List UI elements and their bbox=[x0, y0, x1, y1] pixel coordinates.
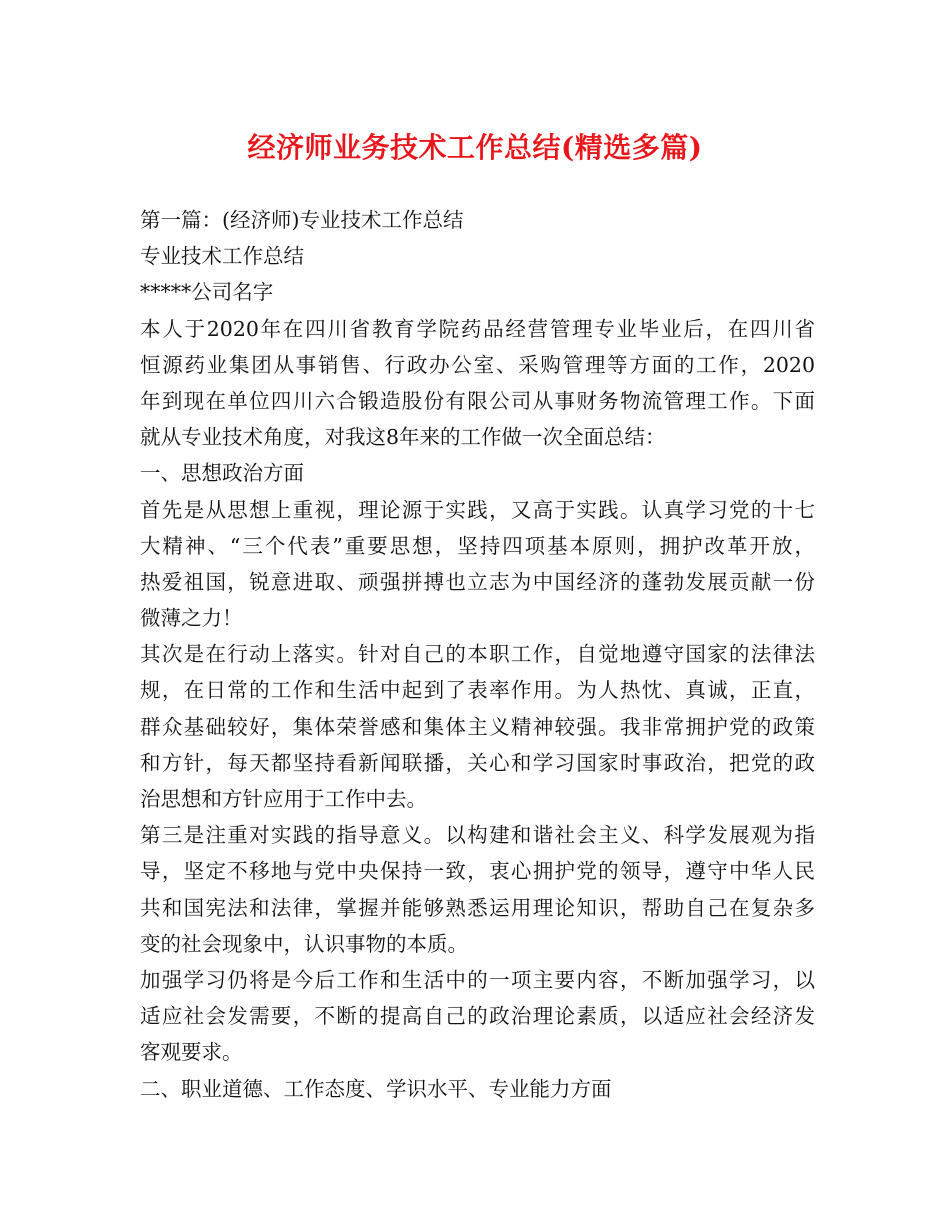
body-line: 首先是从思想上重视，理论源于实践，又高于实践。认真学习党的十七 bbox=[140, 497, 815, 522]
body-line: 就从专业技术角度，对我这8年来的工作做一次全面总结： bbox=[140, 425, 666, 450]
body-line: 年到现在单位四川六合锻造股份有限公司从事财务物流管理工作。下面 bbox=[140, 388, 815, 413]
document-title: 经济师业务技术工作总结(精选多篇) bbox=[247, 131, 703, 164]
body-line: 加强学习仍将是今后工作和生活中的一项主要内容，不断加强学习，以 bbox=[140, 967, 815, 992]
body-line: 共和国宪法和法律，掌握并能够熟悉运用理论知识，帮助自己在复杂多 bbox=[140, 895, 815, 920]
body-line: 专业技术工作总结 bbox=[140, 244, 304, 269]
body-line: 一、思想政治方面 bbox=[140, 461, 304, 486]
body-line: 本人于2020年在四川省教育学院药品经营管理专业毕业后，在四川省 bbox=[140, 316, 815, 341]
body-line: 热爱祖国，锐意进取、顽强拼搏也立志为中国经济的蓬勃发展贡献一份 bbox=[140, 569, 815, 594]
body-line: 适应社会发需要，不断的提高自己的政治理论素质，以适应社会经济发 bbox=[140, 1004, 815, 1029]
body-line: 微薄之力！ bbox=[140, 606, 243, 631]
body-line: 客观要求。 bbox=[140, 1040, 243, 1065]
body-line: 第三是注重对实践的指导意义。以构建和谐社会主义、科学发展观为指 bbox=[140, 823, 815, 848]
body-line: 大精神、“三个代表”重要思想，坚持四项基本原则，拥护改革开放， bbox=[140, 533, 815, 558]
body-line: *****公司名字 bbox=[140, 280, 274, 305]
document-body bbox=[140, 202, 815, 1107]
body-line: 二、职业道德、工作态度、学识水平、专业能力方面 bbox=[140, 1076, 612, 1101]
body-line: 和方针，每天都坚持看新闻联播，关心和学习国家时事政治，把党的政 bbox=[140, 750, 815, 775]
body-line: 恒源药业集团从事销售、行政办公室、采购管理等方面的工作，2020 bbox=[140, 352, 815, 377]
body-line: 规，在日常的工作和生活中起到了表率作用。为人热忱、真诚，正直， bbox=[140, 678, 815, 703]
body-line: 导，坚定不移地与党中央保持一致，衷心拥护党的领导，遵守中华人民 bbox=[140, 859, 815, 884]
body-line: 第一篇：(经济师)专业技术工作总结 bbox=[140, 208, 464, 232]
body-line: 变的社会现象中，认识事物的本质。 bbox=[140, 931, 468, 956]
body-line: 其次是在行动上落实。针对自己的本职工作，自觉地遵守国家的法律法 bbox=[140, 642, 815, 667]
body-line: 群众基础较好，集体荣誉感和集体主义精神较强。我非常拥护党的政策 bbox=[140, 714, 815, 739]
body-line: 治思想和方针应用于工作中去。 bbox=[140, 787, 427, 811]
